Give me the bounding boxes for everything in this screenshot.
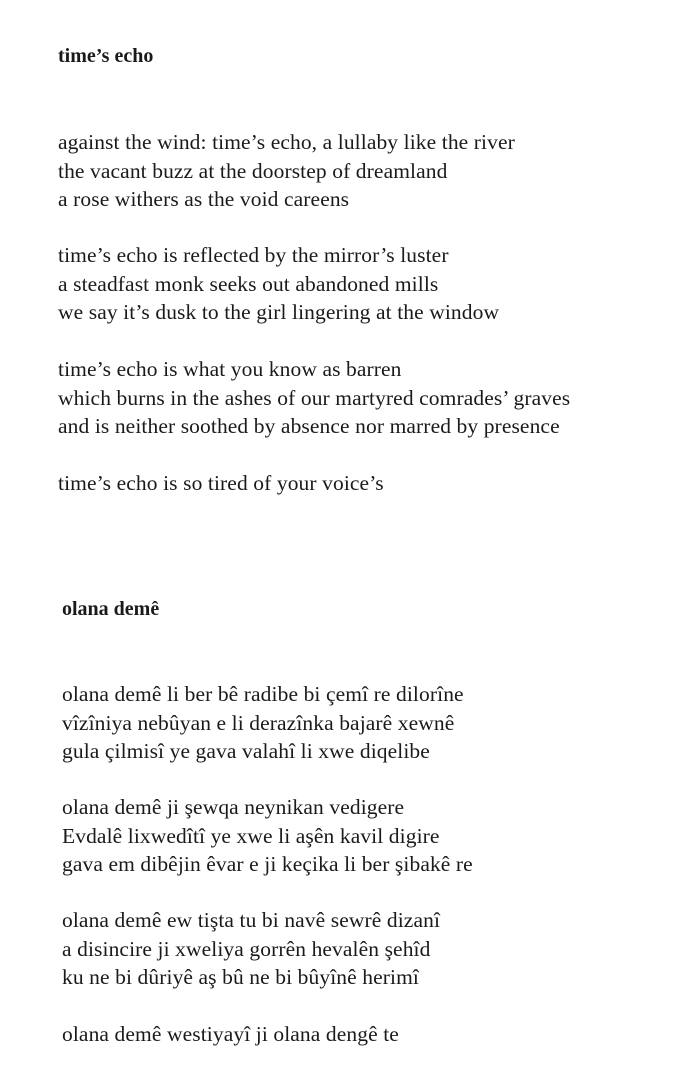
poem-line: time’s echo is what you know as barren — [58, 357, 402, 381]
poem-line: gava em dibêjin êvar e ji keçika li ber şibakê re — [62, 852, 473, 876]
poem-line: olana demê ji şewqa neynikan vedigere — [62, 795, 405, 819]
poem-line: we say it’s dusk to the girl lingering at the window — [58, 300, 500, 324]
poem-line: Evdalê lixwedîtî ye xwe li aşên kavil digire — [62, 823, 440, 848]
poem-line: and is neither soothed by absence nor marred by presence — [58, 414, 560, 438]
poem-title: time’s echo — [58, 45, 154, 67]
poem-line: time’s echo is so tired of your voice’s — [58, 471, 384, 495]
poem-line: olana demê li ber bê radibe bi çemî re dilorîne — [62, 682, 464, 706]
stanza — [62, 680, 464, 766]
poem-line: a rose withers as the void careens — [58, 187, 350, 211]
stanza — [62, 906, 440, 992]
poem-line: a disincire ji xweliya gorrên hevalên şehîd — [62, 936, 431, 961]
poem-line: against the wind: time’s echo, a lullaby like the river — [58, 130, 515, 154]
poem-line: ku ne bi dûriyê aş bû ne bi bûyînê herimî — [62, 965, 419, 989]
poem-line: the vacant buzz at the doorstep of dreamland — [58, 158, 448, 183]
stanza — [58, 128, 515, 214]
poem-line: a steadfast monk seeks out abandoned mills — [58, 271, 439, 296]
poem-line: olana demê westiyayî ji olana dengê te — [62, 1022, 399, 1046]
poem-line: which burns in the ashes of our martyred comrades’ graves — [58, 385, 571, 410]
stanza — [62, 793, 473, 879]
stanza — [58, 241, 499, 327]
poem-line: time’s echo is reflected by the mirror’s luster — [58, 243, 449, 267]
poem-line: olana demê ew tişta tu bi navê sewrê dizanî — [62, 908, 441, 932]
poem-line: vîzîniya nebûyan e li derazînka bajarê xewnê — [62, 710, 455, 735]
stanza — [62, 1020, 399, 1049]
poem-line: gula çilmisî ye gava valahî li xwe diqelibe — [62, 739, 430, 763]
stanza — [58, 355, 570, 441]
poem-title: olana demê — [62, 598, 160, 620]
stanza — [58, 469, 384, 498]
